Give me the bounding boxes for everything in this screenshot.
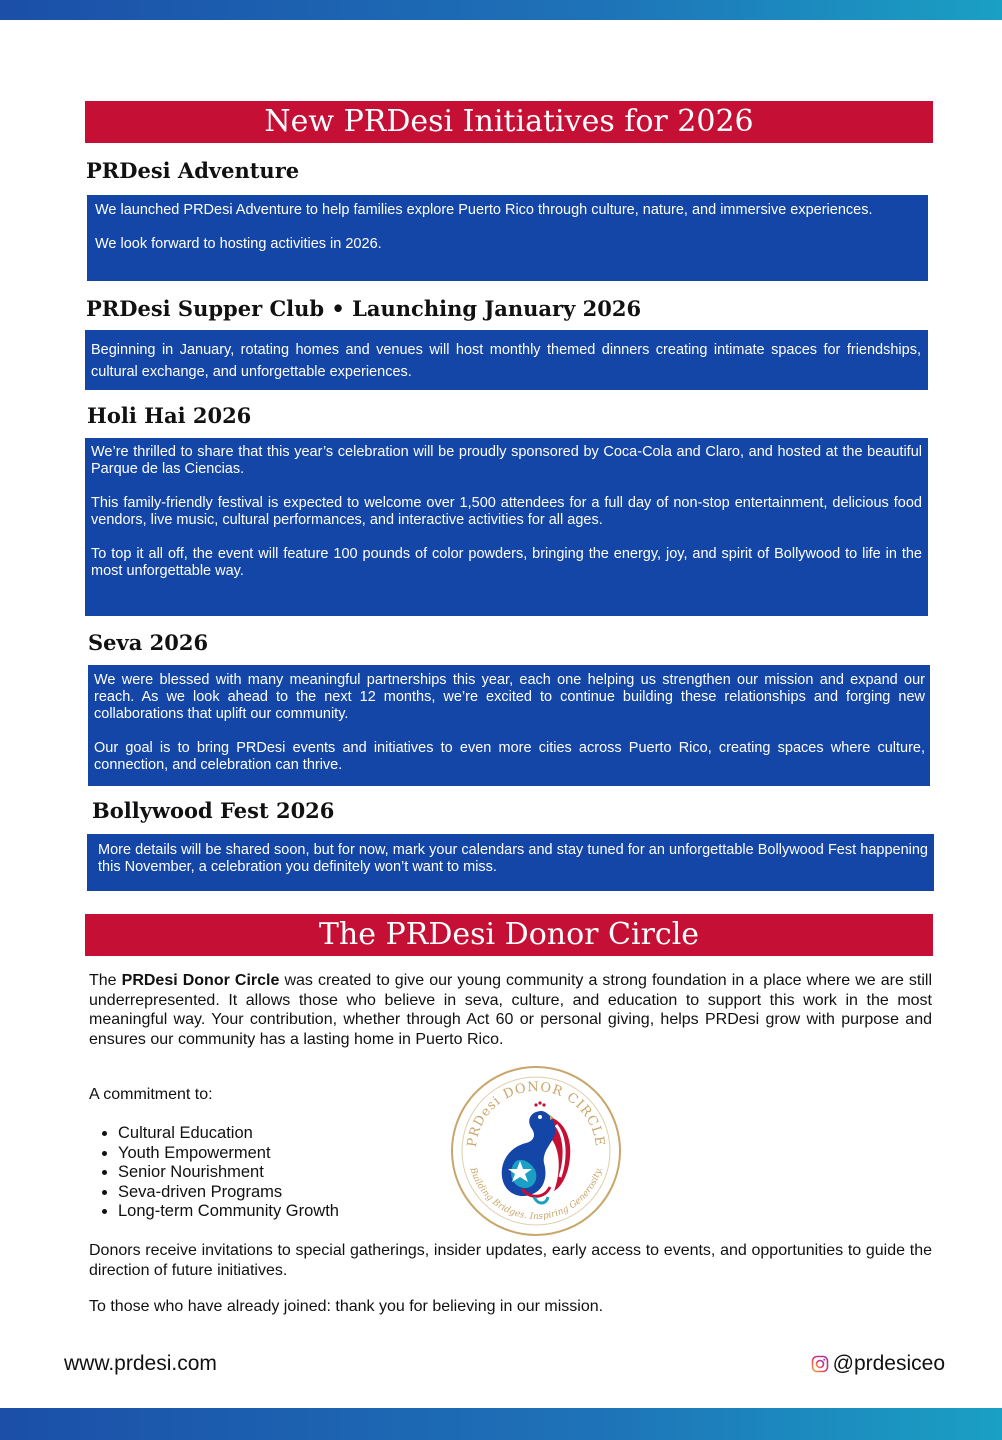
section-paragraph: More details will be shared soon, but for now, mark your calendars and stay tuned for an unforgettable Bollywood Fest happening this November, a celebration you definitely won’t want to miss. — [98, 842, 928, 875]
donor-thanks: To those who have already joined: thank you for believing in our mission. — [89, 1298, 604, 1315]
commitment-label: A commitment to: — [89, 1086, 213, 1103]
bottom-gradient-bar — [0, 1408, 1002, 1440]
list-item: • Youth Empowerment — [118, 1144, 339, 1164]
section-paragraph: We’re thrilled to share that this year’s celebration will be proudly sponsored by Coca-Cola and Claro, and hosted at the beautiful Parque de las Ciencias. — [91, 444, 922, 477]
donor-benefits: Donors receive invitations to special gatherings, insider updates, early access to events, and opportunities to guide the direction of future initiatives. — [89, 1242, 932, 1279]
logo-top-text: PRDesi DONOR CIRCLE — [465, 1079, 607, 1148]
list-item: • Long-term Community Growth — [118, 1202, 339, 1222]
instagram-icon — [811, 1355, 829, 1373]
instagram-handle-text: @prdesiceo — [832, 1352, 945, 1375]
top-gradient-bar — [0, 0, 1002, 20]
section-paragraph: Our goal is to bring PRDesi events and initiatives to even more cities across Puerto Rico, creating spaces where culture, connection, and celebration can thrive. — [94, 740, 925, 773]
website-link[interactable]: www.prdesi.com — [64, 1352, 217, 1375]
instagram-handle[interactable] — [811, 1352, 945, 1376]
section-paragraph: We launched PRDesi Adventure to help families explore Puerto Rico through culture, nature, and immersive experiences. — [95, 202, 873, 218]
section-box-bollywood-fest — [87, 834, 934, 891]
initiatives-banner: New PRDesi Initiatives for 2026 — [85, 101, 933, 143]
section-title-adventure: PRDesi Adventure — [86, 158, 300, 183]
section-paragraph: To top it all off, the event will feature 100 pounds of color powders, bringing the energy, joy, and spirit of Bollywood to life in the most unforgettable way. — [91, 546, 922, 579]
list-item: • Seva-driven Programs — [118, 1183, 339, 1203]
section-box-supper-club — [85, 330, 928, 390]
section-title-seva: Seva 2026 — [88, 630, 209, 655]
section-paragraph: This family-friendly festival is expected to welcome over 1,500 attendees for a full day of non-stop entertainment, delicious food vendors, live music, cultural performances, and interactive activities for all ages. — [91, 495, 922, 528]
section-paragraph: We look forward to hosting activities in 2026. — [95, 236, 382, 252]
section-title-bollywood-fest: Bollywood Fest 2026 — [92, 798, 335, 823]
donor-circle-logo — [450, 1065, 622, 1237]
logo-bottom-text: Building Bridges. Inspiring Generosity. — [467, 1166, 605, 1223]
donor-intro-bold: PRDesi Donor Circle — [121, 972, 280, 989]
donor-intro-lead: The — [89, 972, 122, 989]
section-title-supper-club: PRDesi Supper Club • Launching January 2026 — [86, 296, 642, 321]
section-paragraph: Beginning in January, rotating homes and venues will host monthly themed dinners creating intimate spaces for friendships, cultural exchange, and unforgettable experiences. — [91, 342, 921, 380]
donor-intro-rest: was created to give our young community a strong foundation in a place where we are still underrepresented. It allows those who believe in seva, culture, and education to support this work in the most meaningful way. Your contribution, whether through Act 60 or personal giving, helps PRDesi grow with purpose and ensures our community has a lasting home in Puerto Rico. — [89, 972, 933, 1048]
section-paragraph: We were blessed with many meaningful partnerships this year, each one helping us strengthen our mission and expand our reach. As we look ahead to the next 12 months, we’re excited to continue building these relationships and forging new collaborations that uplift our community. — [94, 672, 925, 722]
donor-intro — [89, 971, 932, 1049]
list-item: • Senior Nourishment — [118, 1163, 339, 1183]
commitment-list — [89, 1124, 339, 1222]
section-title-holi-hai: Holi Hai 2026 — [87, 403, 252, 428]
list-item: • Cultural Education — [118, 1124, 339, 1144]
donor-circle-banner: The PRDesi Donor Circle — [85, 914, 933, 956]
section-box-holi-hai — [85, 438, 928, 616]
section-box-adventure — [87, 195, 928, 281]
section-box-seva — [88, 665, 930, 786]
